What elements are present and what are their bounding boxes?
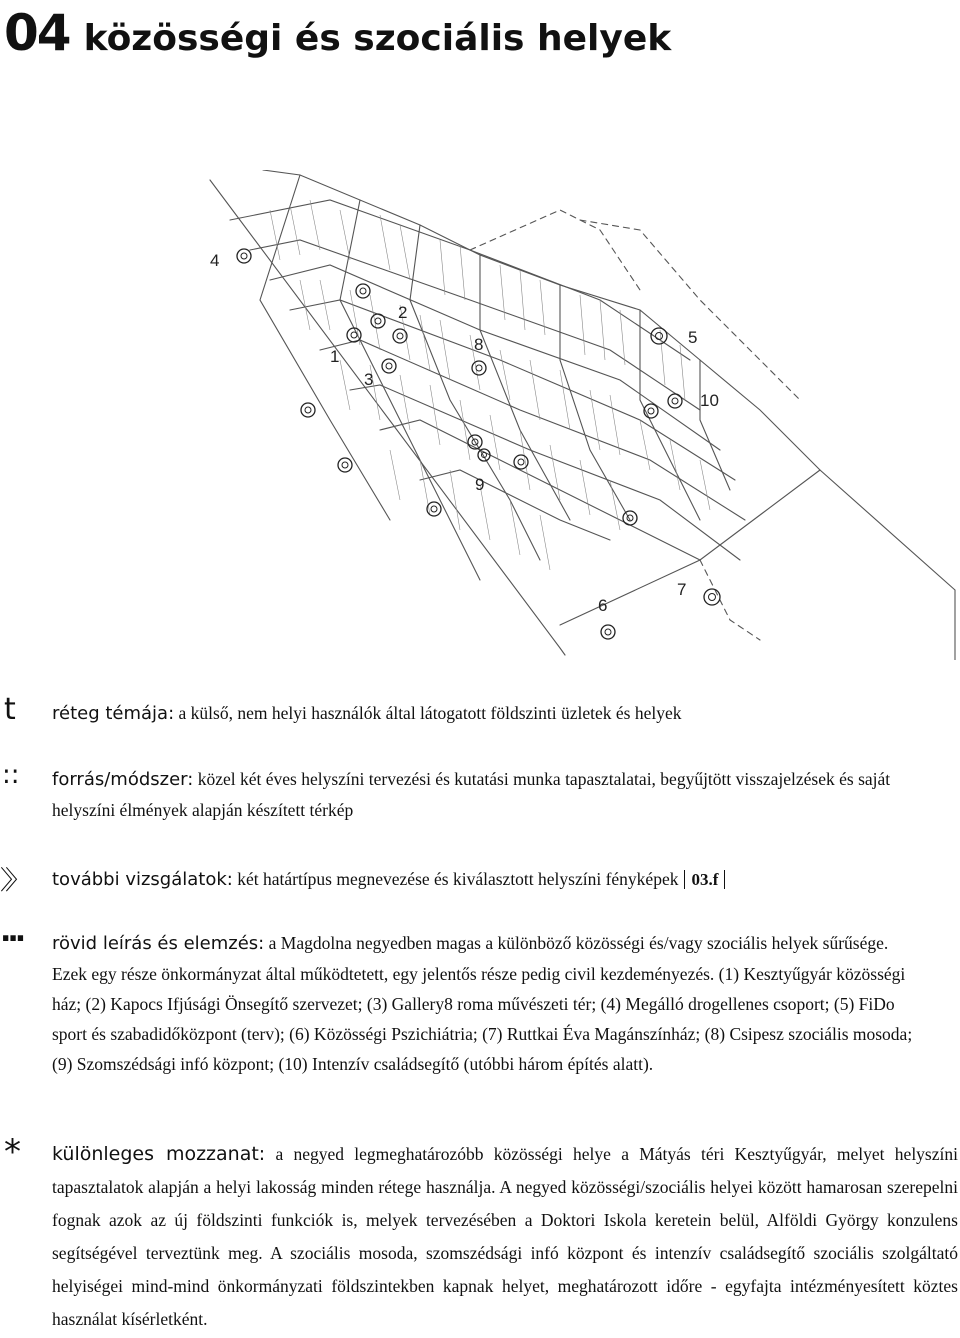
map-parcels [270, 200, 710, 570]
marker-icon [514, 455, 528, 469]
section-body [52, 698, 952, 729]
section-text: a külső, nem helyi használók által látogatott földszinti üzletek és helyek [174, 703, 682, 723]
section-label: rövid leírás és elemzés: [52, 933, 265, 954]
map-label: 9 [475, 475, 485, 494]
section-body [52, 928, 920, 1079]
page-title [4, 4, 671, 62]
section-symbol: :: [2, 760, 20, 790]
marker-icon [301, 403, 315, 417]
section-text: két határtípus megnevezése és kiválasztott helyszíni fényképek [232, 869, 679, 889]
map-label: 4 [210, 251, 220, 270]
section-label: további vizsgálatok: [52, 869, 233, 890]
section-text: közel két éves helyszíni tervezési és kutatási munka tapasztalatai, begyűjtött visszajelzések és saját helyszíni élmények alapján készített térkép [52, 769, 891, 820]
marker-icon [623, 511, 637, 525]
map-label: 5 [688, 328, 698, 347]
section-label: forrás/módszer: [52, 769, 194, 790]
chapter-number: 04 [4, 4, 70, 62]
section-text: a Magdolna negyedben magas a különböző közösségi és/vagy szociális helyek sűrűsége. Ezek egy része önkormányzat által működtetett, egy jelentős része pedig civil kezdeményezés. (1) Kesztyűgyár közösségi ház; (2) Kapocs Ifjúsági Önsegítő szervezet; (3) Gallery8 roma művészeti tér; (4) Megálló drogellenes csoport; (5) FiDo sport és szabadidőközpont (terv); (6) Közösségi Pszichiátria; (7) Ruttkai Éva Magánszínház; (8) Csipesz szociális mosoda; (9) Szomszédsági infó központ; (10) Intenzív családsegítő (utóbbi három építés alatt). [52, 933, 913, 1074]
map-label: 2 [398, 303, 408, 322]
marker-icon [382, 359, 396, 373]
marker-icon [347, 328, 361, 342]
marker-icon [237, 249, 251, 263]
chapter-title: közösségi és szociális helyek [83, 18, 672, 59]
figure-reference: 03.f [684, 870, 725, 889]
marker-icon [393, 329, 407, 343]
section-body [52, 1138, 958, 1336]
map-markers [237, 249, 720, 639]
map-label: 7 [677, 580, 687, 599]
map-label: 10 [700, 391, 719, 410]
map-label: 1 [330, 347, 340, 366]
marker-icon [472, 361, 486, 375]
section-body [52, 764, 952, 825]
section-label: különleges mozzanat: [52, 1143, 266, 1165]
section-symbol: 〉〉 [0, 866, 24, 896]
section-symbol: * [4, 1132, 21, 1172]
marker-icon [478, 449, 490, 461]
marker-icon [668, 394, 682, 408]
map-label: 8 [474, 335, 484, 354]
section-symbol: ... [0, 914, 23, 949]
map-label: 3 [364, 370, 374, 389]
marker-icon [371, 314, 385, 328]
marker-icon [601, 625, 615, 639]
marker-icon [338, 458, 352, 472]
marker-icon [704, 589, 720, 605]
section-label: réteg témája: [52, 703, 175, 724]
marker-icon [356, 284, 370, 298]
section-text: a negyed legmeghatározóbb közösségi helye a Mátyás téri Kesztyűgyár, melyet helyszíni tapasztalatok alapján a helyi lakosság minden rétege használja. A negyed közösségi/szociális helyei között hamarosan szerepelni fognak azok az új földszinti funkciók is, melyek tervezésében a Doktori Iskola keretein belül, Alföldi György konzulens segítségével terveztünk meg. A szociális mosoda, szomszédsági infó központ és intenzív családsegítő szociális szolgáltató helyiségei mind-mind önkormányzati földszintekben kapnak helyet, meghatározott időre - egyfajta intézményesített köztes használat kísérletként. [52, 1144, 958, 1329]
map-streets [210, 170, 955, 660]
map-label: 6 [598, 596, 608, 615]
section-body [52, 864, 952, 895]
district-map [200, 170, 960, 660]
section-symbol: t [4, 692, 16, 727]
